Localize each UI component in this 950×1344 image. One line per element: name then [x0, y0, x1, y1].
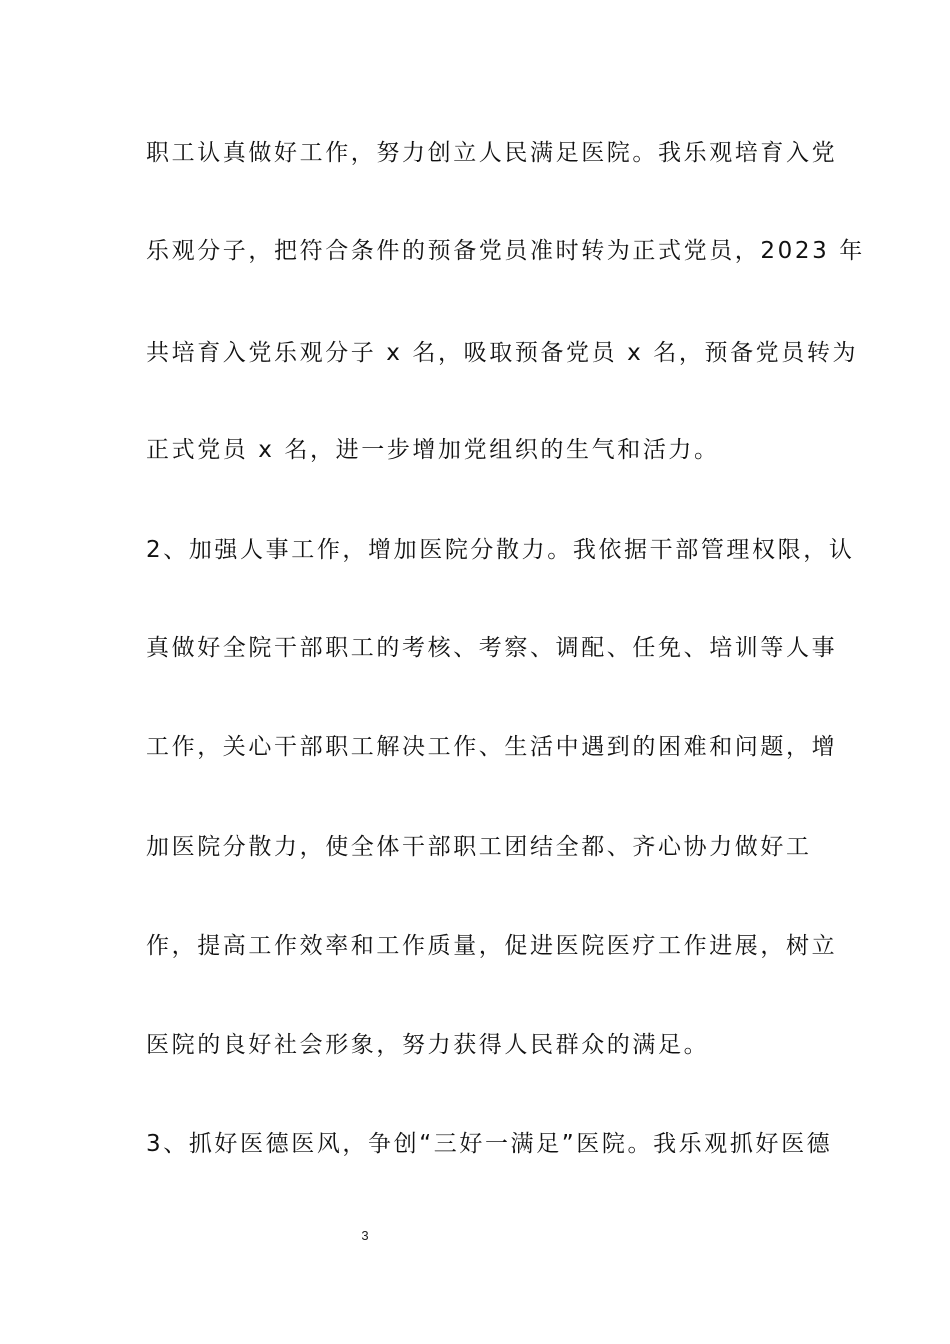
- text-line-5: 2、加强人事工作，增加医院分散力。我依据干部管理权限，认: [146, 537, 855, 563]
- text-line-7: 工作，关心干部职工解决工作、生活中遇到的困难和问题，增: [146, 734, 838, 760]
- text-line-10: 医院的良好社会形象，努力获得人民群众的满足。: [146, 1032, 710, 1058]
- text-line-9: 作，提高工作效率和工作质量，促进医院医疗工作进展，树立: [146, 933, 838, 959]
- page-number: 3: [361, 1228, 369, 1243]
- text-line-2: 乐观分子，把符合条件的预备党员准时转为正式党员，2023 年: [146, 238, 865, 264]
- text-line-6: 真做好全院干部职工的考核、考察、调配、任免、培训等人事: [146, 635, 838, 661]
- text-line-1: 职工认真做好工作，努力创立人民满足医院。我乐观培育入党: [146, 140, 838, 166]
- text-line-4: 正式党员 x 名，进一步增加党组织的生气和活力。: [146, 437, 720, 463]
- text-line-11: 3、抓好医德医风，争创“三好一满足”医院。我乐观抓好医德: [146, 1131, 833, 1157]
- text-line-3: 共培育入党乐观分子 x 名，吸取预备党员 x 名，预备党员转为: [146, 340, 859, 366]
- text-line-8: 加医院分散力，使全体干部职工团结全都、齐心协力做好工: [146, 834, 812, 860]
